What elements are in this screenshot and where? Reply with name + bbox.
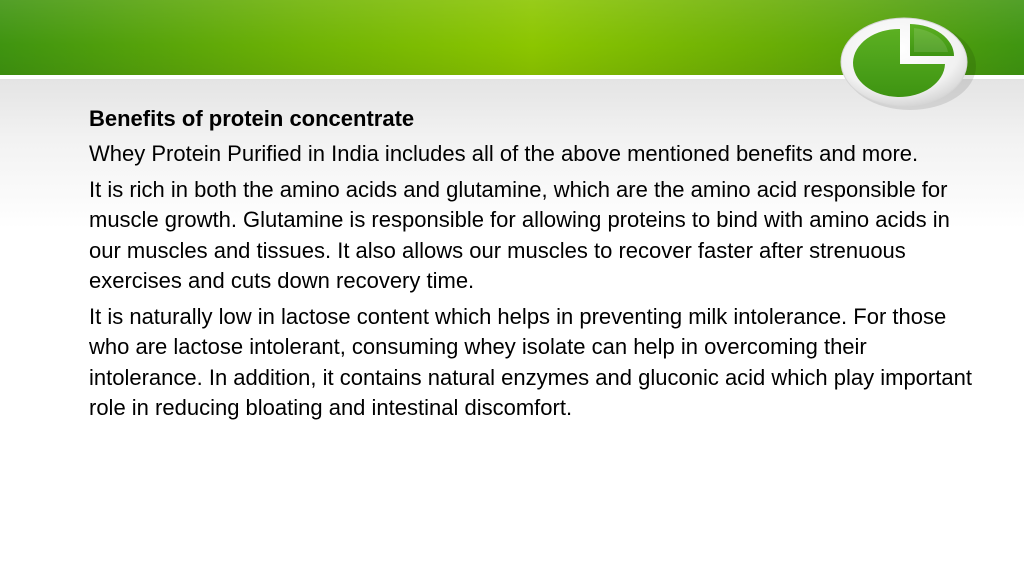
pie-logo-icon [832,12,982,112]
paragraph-lactose: It is naturally low in lactose content which helps in preventing milk intolerance. For those who are lactose intolerant, consuming whey isolate can help in overcoming their intolerance. In addition, it contains natural enzymes and gluconic acid which play important role in reducing bloating and intestinal discomfort. [89,303,972,420]
paragraph-amino-acids: It is rich in both the amino acids and glutamine, which are the amino acid responsible for muscle growth. Glutamine is responsible for allowing proteins to bind with amino acids in our muscles and tissues. It also allows our muscles to recover faster after strenuous exercises and cuts down recovery time. [89,176,950,293]
slide-content [89,104,979,429]
slide-heading: Benefits of protein concentrate [89,106,415,131]
paragraph-intro: Whey Protein Purified in India includes all of the above mentioned benefits and more. [89,141,919,166]
